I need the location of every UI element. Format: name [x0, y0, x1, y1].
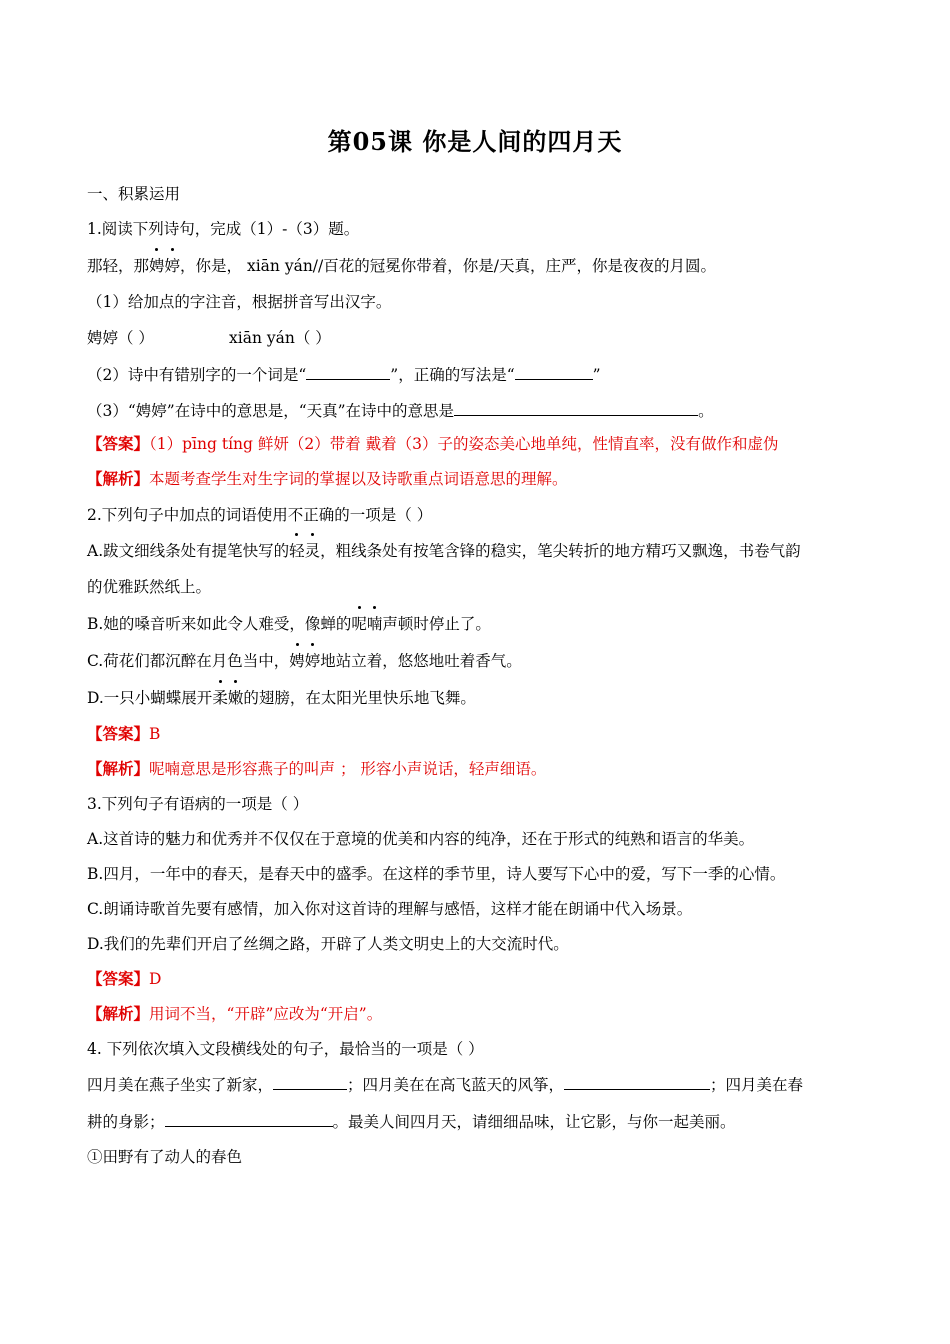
q3-analysis — [87, 1004, 382, 1024]
dotted-char: 轻 — [289, 542, 305, 560]
q3-option-c: C.朗诵诗歌首先要有感情，加入你对这首诗的理解与感悟，这样才能在朗诵中代入场景。 — [87, 900, 693, 918]
q2-option-a — [87, 541, 801, 561]
answer-blank[interactable] — [454, 400, 698, 416]
analysis-tag: 【解析】 — [87, 759, 150, 778]
dotted-char: 呢 — [351, 615, 367, 633]
q2-stem: 2.下列句子中加点的词语使用不正确的一项是（ ） — [87, 506, 433, 524]
dotted-char: 婷 — [164, 257, 181, 275]
page-title: 第05课 你是人间的四月天 — [327, 127, 623, 156]
q2-analysis — [87, 759, 546, 779]
q3-option-d: D.我们的先辈们开启了丝绸之路，开辟了人类文明史上的大交流时代。 — [87, 935, 569, 953]
sub2-text: ” — [592, 366, 601, 384]
q2-option-c — [87, 651, 522, 671]
analysis-text: 呢喃意思是形容燕子的叫声 ； 形容小声说话，轻声细语。 — [149, 760, 547, 778]
sub3-text: （3）“娉婷”在诗中的意思是，“天真”在诗中的意思是 — [87, 402, 455, 420]
sub2-text: ”，正确的写法是“ — [390, 366, 515, 384]
q1-poem — [87, 256, 716, 276]
poem-text: ，你是， xiān yán//百花的冠冕你带着，你是/天真，庄严，你是夜夜的月圆。 — [180, 257, 716, 275]
q1-stem: 1.阅读下列诗句，完成（1）-（3）题。 — [87, 220, 360, 238]
dotted-char: 嫩 — [227, 689, 244, 707]
option-text: D.一只小蝴蝶展开 — [87, 689, 213, 707]
poem-text: 那轻，那 — [87, 257, 150, 275]
answer-text: D — [149, 970, 162, 988]
dotted-char: 婷 — [304, 652, 321, 670]
q1-sub1: （1）给加点的字注音，根据拼音写出汉字。 — [87, 293, 392, 311]
dotted-char: 柔 — [212, 689, 228, 707]
q2-option-b — [87, 614, 491, 634]
option-text: ，粗线条处有按笔含锋的稳实，笔尖转折的地方精巧又飘逸，书卷气韵 — [320, 542, 801, 560]
answer-tag: 【答案】 — [87, 434, 150, 453]
analysis-text: 本题考查学生对生字词的掌握以及诗歌重点词语意思的理解。 — [149, 470, 568, 488]
answer-blank[interactable] — [165, 1111, 333, 1127]
q2-answer — [87, 724, 160, 744]
answer-blank[interactable] — [306, 364, 390, 380]
answer-tag: 【答案】 — [87, 969, 150, 988]
q4-passage-line2 — [87, 1111, 736, 1132]
option-text: 声顿时停止了。 — [382, 615, 491, 633]
q4-passage-line1 — [87, 1074, 803, 1095]
sub3-text: 。 — [698, 402, 714, 420]
answer-blank[interactable] — [564, 1074, 710, 1090]
answer-text: （1）pīng tíng 鲜妍（2）带着 戴着（3）子的姿态美心地单纯，性情直率，没有做作和虚伪 — [149, 435, 779, 453]
answer-blank[interactable] — [273, 1074, 347, 1090]
analysis-tag: 【解析】 — [87, 1004, 150, 1023]
q1-analysis — [87, 469, 568, 489]
section-heading: 一、积累运用 — [87, 185, 181, 203]
dotted-char: 灵 — [304, 542, 321, 560]
q2-option-a-cont: 的优雅跃然纸上。 — [87, 578, 212, 596]
q4-option-1: ①田野有了动人的春色 — [87, 1148, 243, 1166]
sub2-text: （2）诗中有错别字的一个词是“ — [87, 366, 307, 384]
option-text: 地站立着，悠悠地吐着香气。 — [320, 652, 522, 670]
option-text: C.荷花们都沉醉在月色当中， — [87, 652, 290, 670]
q1-sub3 — [87, 400, 714, 421]
option-text: A.跋文细线条处有提笔快写的 — [87, 542, 290, 560]
q3-answer — [87, 969, 161, 989]
q3-option-b: B.四月，一年中的春天，是春天中的盛季。在这样的季节里，诗人要写下心中的爱，写下一季的心情。 — [87, 865, 786, 883]
dotted-char: 喃 — [366, 615, 383, 633]
q1-sub2 — [87, 364, 601, 385]
option-text: B.她的嗓音听来如此令人难受，像蝉的 — [87, 615, 352, 633]
passage-text: 四月美在燕子坐实了新家， — [87, 1076, 274, 1094]
passage-text: 。最美人间四月天，请细细品味，让它影，与你一起美丽。 — [332, 1113, 736, 1131]
q3-option-a: A.这首诗的魅力和优秀并不仅仅在于意境的优美和内容的纯净，还在于形式的纯熟和语言的华美。 — [87, 830, 755, 848]
answer-text: B — [149, 725, 161, 743]
q2-option-d — [87, 688, 476, 708]
dotted-char: 娉 — [149, 257, 165, 275]
passage-text: ；四月美在在高飞蓝天的风筝， — [347, 1076, 565, 1094]
option-text: 的翅膀，在太阳光里快乐地飞舞。 — [243, 689, 476, 707]
passage-text: 耕的身影； — [87, 1113, 165, 1131]
q1-answer — [87, 434, 779, 454]
dotted-char: 娉 — [289, 652, 305, 670]
answer-blank[interactable] — [515, 364, 593, 380]
analysis-tag: 【解析】 — [87, 469, 150, 488]
q1-sub1-answer-a: 娉婷（ ） — [87, 329, 154, 347]
answer-tag: 【答案】 — [87, 724, 150, 743]
passage-text: ；四月美在春 — [710, 1076, 804, 1094]
q4-stem: 4. 下列依次填入文段横线处的句子，最恰当的一项是（ ） — [87, 1040, 484, 1058]
q3-stem: 3.下列句子有语病的一项是（ ） — [87, 795, 309, 813]
q1-sub1-answer-b: xiān yán（ ） — [229, 329, 331, 347]
analysis-text: 用词不当，“开辟”应改为“开启”。 — [149, 1005, 383, 1023]
